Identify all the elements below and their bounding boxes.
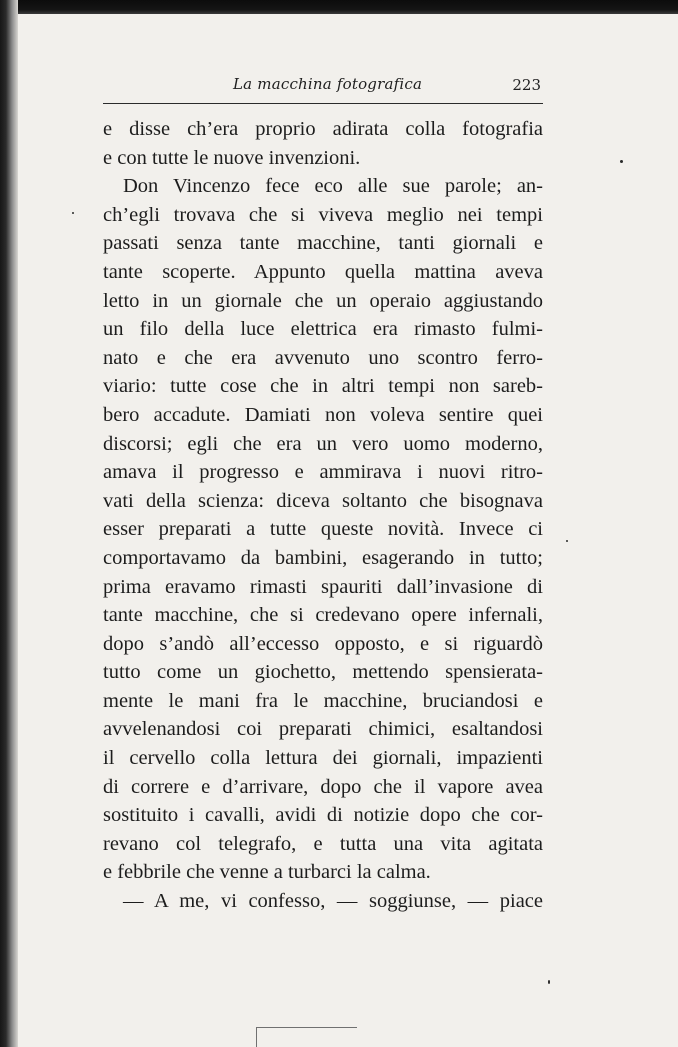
text-line: sostituito i cavalli, avidi di notizie dopo che cor- xyxy=(103,804,543,827)
text-line: viario: tutte cose che in altri tempi non sareb- xyxy=(103,375,543,398)
text-line: tante scoperte. Appunto quella mattina aveva xyxy=(103,260,543,283)
paper-speck xyxy=(72,212,74,214)
text-line: passati senza tante macchine, tanti giornali e xyxy=(103,232,543,255)
text-line: revano col telegrafo, e tutta una vita agitata xyxy=(103,832,543,855)
text-line: letto in un giornale che un operaio aggiustando xyxy=(103,289,543,312)
header-rule xyxy=(103,103,543,104)
text-line: — A me, vi confesso, — soggiunse, — piace xyxy=(123,890,543,913)
text-line: esser preparati a tutte queste novità. Invece ci xyxy=(103,518,543,541)
scan-top-edge xyxy=(0,0,678,14)
text-line: avvelenandosi coi preparati chimici, esaltandosi xyxy=(103,718,543,741)
book-gutter-shadow xyxy=(0,0,18,1047)
page-number: 223 xyxy=(512,76,541,94)
text-line: dopo s’andò all’eccesso opposto, e si riguardò xyxy=(103,632,543,655)
running-title: La macchina fotografica xyxy=(233,75,423,93)
text-line: Don Vincenzo fece eco alle sue parole; an- xyxy=(123,175,543,198)
text-line: nato e che era avvenuto uno scontro ferro- xyxy=(103,346,543,369)
running-head xyxy=(103,75,543,101)
text-line: e con tutte le nuove invenzioni. xyxy=(103,146,361,169)
text-line: vati della scienza: diceva soltanto che bisognava xyxy=(103,489,543,512)
text-line: tutto come un giochetto, mettendo spensierata- xyxy=(103,661,543,684)
text-line: discorsi; egli che era un vero uomo moderno, xyxy=(103,432,543,455)
page-corner-mark xyxy=(256,1027,357,1047)
text-line: il cervello colla lettura dei giornali, impazienti xyxy=(103,747,543,770)
paper-speck xyxy=(620,160,623,163)
paper-speck xyxy=(548,980,550,984)
paper-speck xyxy=(566,540,568,542)
text-line: ch’egli trovava che si viveva meglio nei tempi xyxy=(103,203,543,226)
text-line: mente le mani fra le macchine, bruciandosi e xyxy=(103,689,543,712)
body-text xyxy=(103,115,543,916)
text-line: e disse ch’era proprio adirata colla fotografia xyxy=(103,118,543,140)
text-line: comportavamo da bambini, esagerando in tutto; xyxy=(103,546,543,569)
text-line: prima eravamo rimasti spauriti dall’invasione di xyxy=(103,575,543,598)
text-line: amava il progresso e ammirava i nuovi ritro- xyxy=(103,461,543,484)
text-line: tante macchine, che si credevano opere infernali, xyxy=(103,604,543,627)
text-line: e febbrile che venne a turbarci la calma. xyxy=(103,861,431,884)
text-line: di correre e d’arrivare, dopo che il vapore avea xyxy=(103,775,543,798)
text-line: bero accadute. Damiati non voleva sentire quei xyxy=(103,403,543,426)
text-line: un filo della luce elettrica era rimasto fulmi- xyxy=(103,318,543,341)
